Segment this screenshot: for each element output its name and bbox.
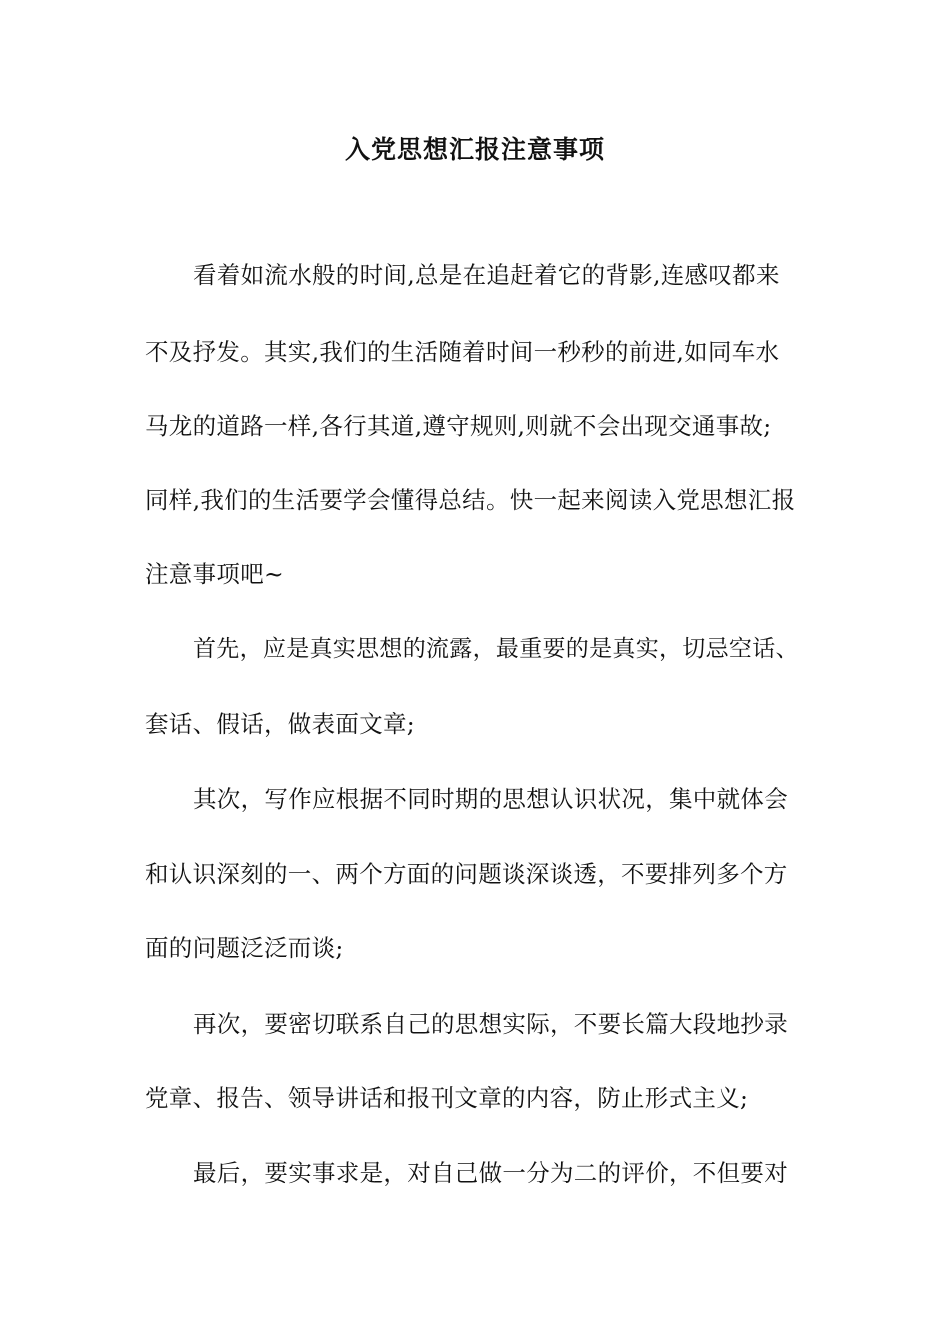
paragraph-3-line-1: 其次，写作应根据不同时期的思想认识状况，集中就体会 <box>193 785 788 813</box>
document-title: 入党思想汇报注意事项 <box>344 135 605 164</box>
paragraph-4-line-1: 再次，要密切联系自己的思想实际，不要长篇大段地抄录 <box>193 1010 788 1038</box>
paragraph-1-line-2: 不及抒发。其实,我们的生活随着时间一秒秒的前进,如同车水 <box>145 338 780 366</box>
paragraph-1-line-4: 同样,我们的生活要学会懂得总结。快一起来阅读入党思想汇报 <box>145 486 796 514</box>
paragraph-1-line-1: 看着如流水般的时间,总是在追赶着它的背影,连感叹都来 <box>193 261 780 289</box>
paragraph-2-line-2: 套话、假话，做表面文章; <box>145 710 416 738</box>
paragraph-4-line-2: 党章、报告、领导讲话和报刊文章的内容，防止形式主义; <box>145 1084 749 1112</box>
paragraph-5-line-1: 最后，要实事求是，对自己做一分为二的评价，不但要对 <box>193 1159 788 1187</box>
paragraph-3-line-3: 面的问题泛泛而谈; <box>145 934 344 962</box>
paragraph-2-line-1: 首先，应是真实思想的流露，最重要的是真实，切忌空话、 <box>193 636 799 662</box>
paragraph-3-line-2: 和认识深刻的一、两个方面的问题谈深谈透，不要排列多个方 <box>145 860 788 888</box>
paragraph-1-line-3: 马龙的道路一样,各行其道,遵守规则,则就不会出现交通事故; <box>145 412 772 440</box>
paragraph-1-line-5: 注意事项吧~ <box>145 560 284 588</box>
